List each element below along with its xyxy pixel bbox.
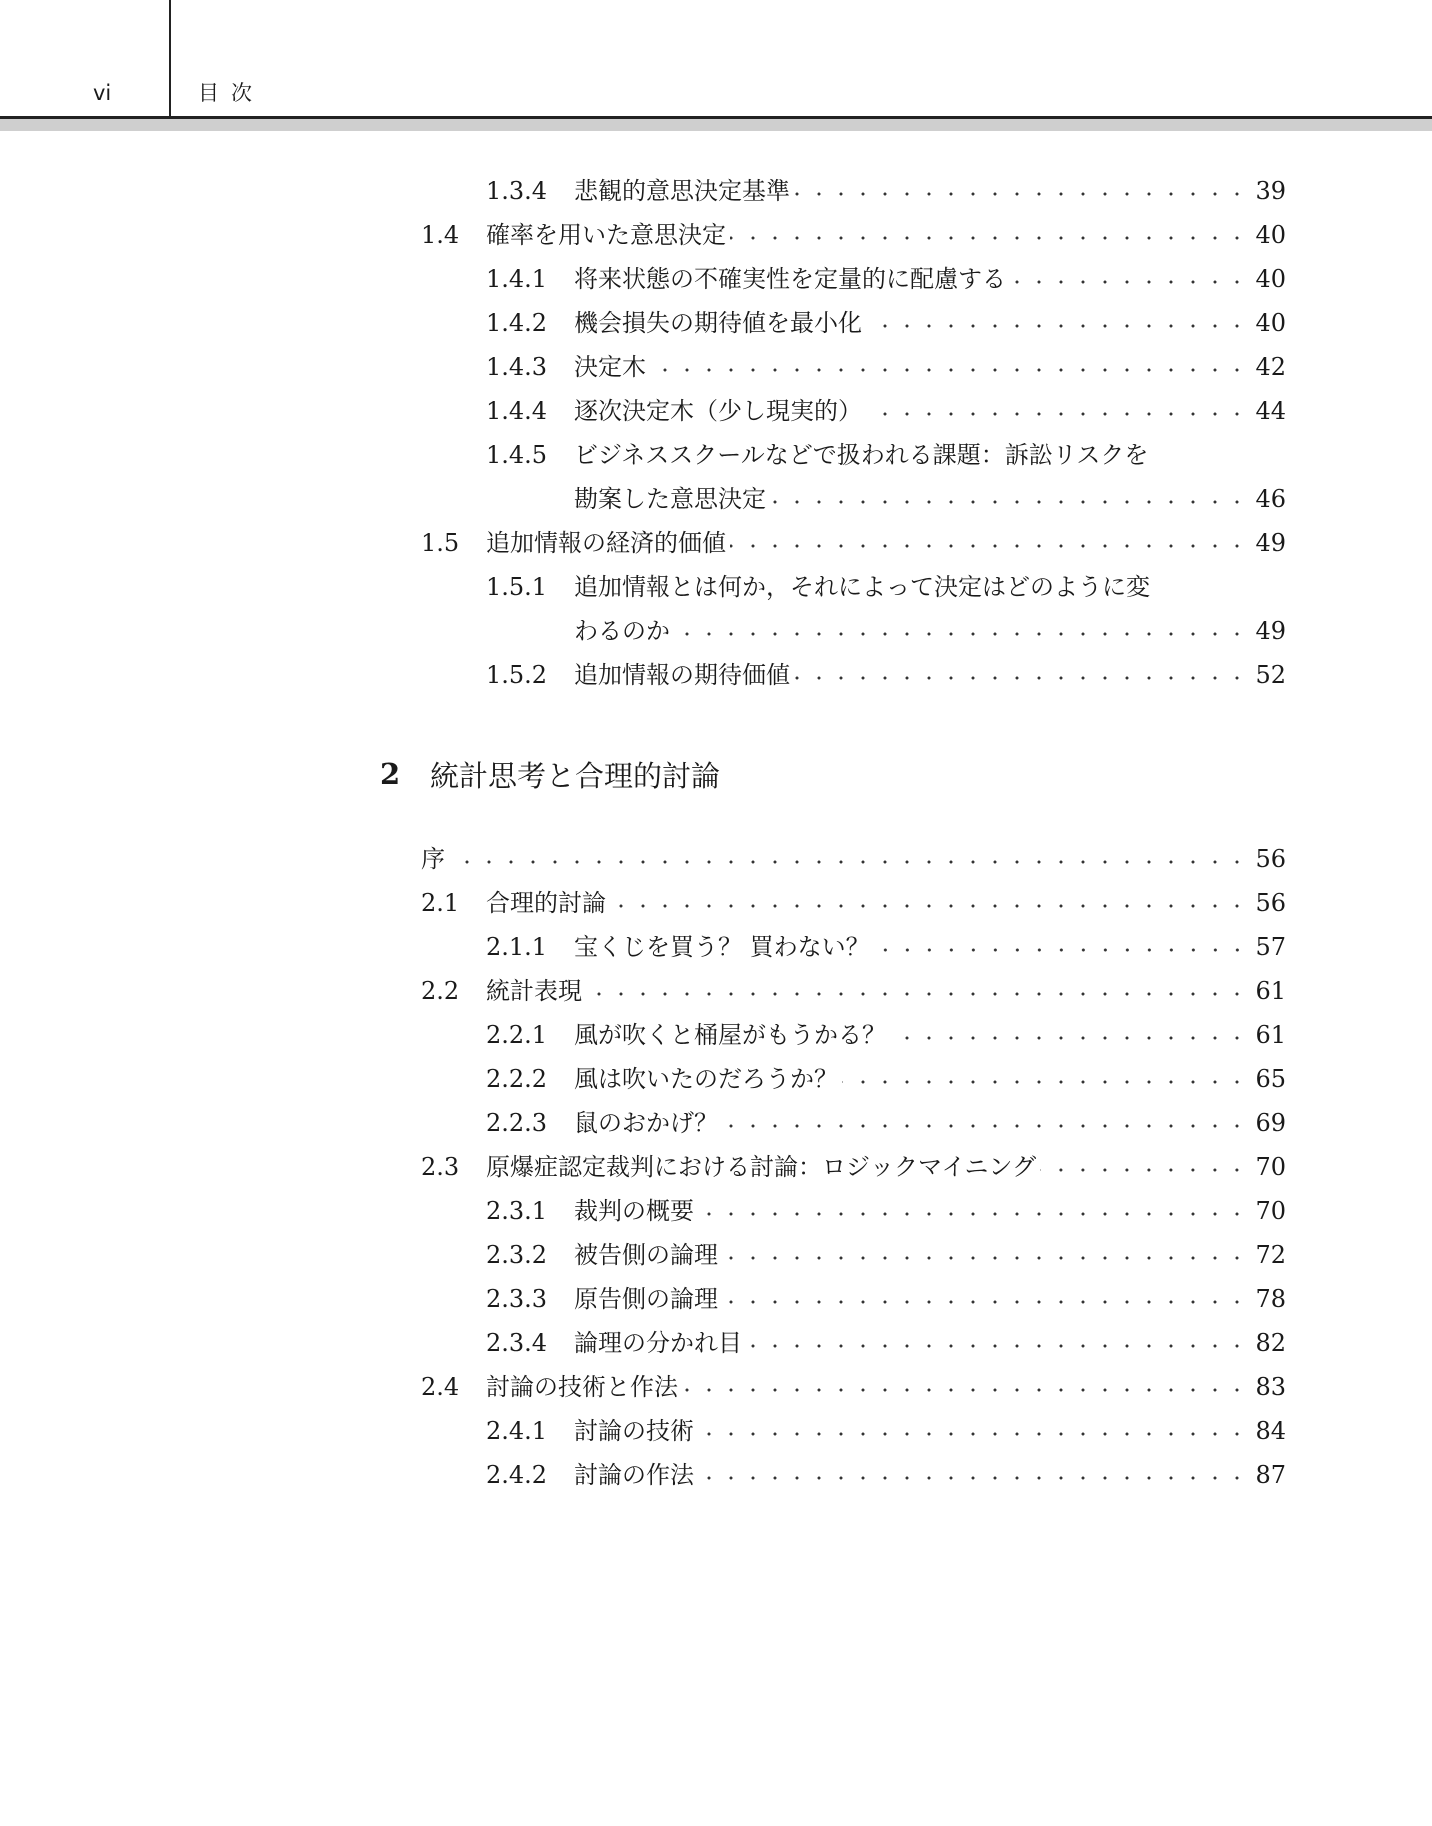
toc-entry-page: 40 [1255, 265, 1286, 293]
toc-entry[interactable] [486, 646, 1286, 690]
toc-entry-number: 2.4.1 [486, 1417, 548, 1445]
toc-entry[interactable] [421, 1138, 1286, 1182]
dot-leader [698, 1472, 1248, 1484]
dot-leader [890, 1032, 1248, 1044]
toc-entry-page: 70 [1255, 1197, 1286, 1225]
toc-entry-continuation[interactable] [574, 470, 1286, 514]
toc-entry-number: 2.1.1 [486, 933, 548, 961]
toc-entry-page: 39 [1255, 177, 1286, 205]
dot-leader [586, 988, 1248, 1000]
toc-entry-page: 69 [1255, 1109, 1286, 1137]
chapter-number: 2 [380, 757, 401, 791]
toc-entry-number: 2.4.2 [486, 1461, 548, 1489]
toc-entry-title: 確率を用いた意思決定 [486, 221, 726, 249]
toc-entry-title-cont: わるのか [574, 617, 670, 645]
toc-entry-title: 追加情報とは何か，それによって決定はどのように変 [574, 573, 1150, 601]
toc-entry-title: 鼠のおかげ？ [574, 1109, 718, 1137]
toc-entry-page: 57 [1255, 933, 1286, 961]
toc-entry[interactable] [486, 382, 1286, 426]
toc-entry-page: 61 [1255, 1021, 1286, 1049]
toc-entry[interactable] [421, 1358, 1286, 1402]
toc-entry[interactable] [486, 1226, 1286, 1270]
toc-entry-title: 原告側の論理 [574, 1285, 718, 1313]
toc-entry-title: 序 [421, 845, 445, 873]
toc-entry-title: 討論の技術と作法 [486, 1373, 678, 1401]
running-title: 目次 [198, 81, 264, 105]
toc-entry-title: 風は吹いたのだろうか？ [574, 1065, 838, 1093]
toc-entry-page: 87 [1255, 1461, 1286, 1489]
toc-entry-title: 討論の作法 [574, 1461, 694, 1489]
dot-leader [866, 320, 1248, 332]
dot-leader [610, 900, 1248, 912]
running-header [0, 0, 1432, 118]
dot-leader [722, 1296, 1248, 1308]
toc-entry-page: 61 [1255, 977, 1286, 1005]
toc-entry[interactable] [486, 162, 1286, 206]
toc-entry-page: 70 [1255, 1153, 1286, 1181]
toc-entry-page: 52 [1255, 661, 1286, 689]
toc-entry-page: 46 [1255, 485, 1286, 513]
page-number: vi [93, 81, 112, 105]
toc-entry[interactable] [486, 1402, 1286, 1446]
toc-entry-page: 84 [1255, 1417, 1286, 1445]
toc-entry-page: 44 [1255, 397, 1286, 425]
toc-entry-title: 機会損失の期待値を最小化 [574, 309, 862, 337]
dot-leader [842, 1076, 1248, 1088]
toc-entry-number: 1.4.3 [486, 353, 548, 381]
dot-leader [746, 1340, 1248, 1352]
dot-leader [698, 1208, 1248, 1220]
toc-entry[interactable] [486, 250, 1286, 294]
toc-entry-title: 悲観的意思決定基準 [574, 177, 790, 205]
toc-entry[interactable] [486, 1182, 1286, 1226]
toc-entry-title: 原爆症認定裁判における討論：ロジックマイニング [486, 1153, 1037, 1181]
toc-entry[interactable] [486, 558, 1286, 602]
toc-entry-number: 1.3.4 [486, 177, 548, 205]
toc-entry-number: 2.2.1 [486, 1021, 548, 1049]
dot-leader [722, 1252, 1248, 1264]
toc-entry-number: 1.4 [421, 221, 460, 249]
toc-entry[interactable] [421, 830, 1286, 874]
toc-entry-number: 2.2 [421, 977, 460, 1005]
toc-entry[interactable] [421, 514, 1286, 558]
toc-entry[interactable] [486, 1050, 1286, 1094]
toc-entry-number: 1.5 [421, 529, 460, 557]
toc-entry-title: 統計表現 [486, 977, 582, 1005]
toc-entry-page: 83 [1255, 1373, 1286, 1401]
toc-entry-title: 合理的討論 [486, 889, 606, 917]
toc-entry-number: 1.5.2 [486, 661, 548, 689]
toc-entry[interactable] [486, 918, 1286, 962]
toc-entry[interactable] [486, 1446, 1286, 1490]
toc-entry-page: 49 [1255, 617, 1286, 645]
toc-entry-number: 2.3.2 [486, 1241, 548, 1269]
dot-leader [730, 232, 1248, 244]
toc-entry-continuation[interactable] [574, 602, 1286, 646]
toc-entry-title: 被告側の論理 [574, 1241, 718, 1269]
toc-entry[interactable] [486, 1094, 1286, 1138]
dot-leader [866, 408, 1248, 420]
toc-entry-number: 2.3 [421, 1153, 460, 1181]
dot-leader [874, 944, 1248, 956]
toc-entry-title: 追加情報の期待価値 [574, 661, 790, 689]
dot-leader [770, 496, 1248, 508]
toc-entry-title: 将来状態の不確実性を定量的に配慮する [574, 265, 1006, 293]
dot-leader [650, 364, 1248, 376]
toc-entry-number: 2.3.4 [486, 1329, 548, 1357]
toc-entry[interactable] [486, 1006, 1286, 1050]
toc-entry[interactable] [486, 426, 1286, 470]
toc-entry[interactable] [486, 338, 1286, 382]
toc-entry-number: 1.5.1 [486, 573, 548, 601]
toc-entry[interactable] [486, 1314, 1286, 1358]
toc-entry-number: 2.3.1 [486, 1197, 548, 1225]
dot-leader [794, 672, 1248, 684]
dot-leader [794, 188, 1248, 200]
toc-entry-number: 2.2.3 [486, 1109, 548, 1137]
toc-entry-page: 82 [1255, 1329, 1286, 1357]
toc-entry-page: 65 [1255, 1065, 1286, 1093]
toc-entry-number: 1.4.5 [486, 441, 548, 469]
toc-entry-number: 2.1 [421, 889, 460, 917]
toc-entry-number: 1.4.4 [486, 397, 548, 425]
dot-leader [730, 540, 1248, 552]
dot-leader [449, 856, 1248, 868]
toc-entry-page: 42 [1255, 353, 1286, 381]
toc-entry-page: 56 [1255, 845, 1286, 873]
toc-entry-number: 1.4.2 [486, 309, 548, 337]
toc-entry-title: 追加情報の経済的価値 [486, 529, 726, 557]
chapter-title: 統計思考と合理的討論 [430, 758, 721, 793]
toc-entry-number: 2.3.3 [486, 1285, 548, 1313]
header-divider-vertical [169, 0, 171, 116]
toc-entry-title: ビジネススクールなどで扱われる課題：訴訟リスクを [574, 441, 1149, 469]
toc-entry[interactable] [421, 874, 1286, 918]
dot-leader [682, 1384, 1248, 1396]
chapter-heading [380, 754, 720, 794]
dot-leader [698, 1428, 1248, 1440]
toc-entry-number: 1.4.1 [486, 265, 548, 293]
dot-leader [1010, 276, 1248, 288]
toc-entry-title: 論理の分かれ目 [574, 1329, 742, 1357]
toc-entry-page: 40 [1255, 221, 1286, 249]
toc-entry-title: 風が吹くと桶屋がもうかる？ [574, 1021, 886, 1049]
toc-entry-page: 78 [1255, 1285, 1286, 1313]
toc-entry-page: 56 [1255, 889, 1286, 917]
toc-entry-page: 49 [1255, 529, 1286, 557]
toc-entry-page: 40 [1255, 309, 1286, 337]
toc-entry-title: 討論の技術 [574, 1417, 694, 1445]
toc-entry[interactable] [486, 294, 1286, 338]
toc-entry-number: 2.2.2 [486, 1065, 548, 1093]
dot-leader [674, 628, 1248, 640]
toc-entry[interactable] [421, 206, 1286, 250]
toc-entry[interactable] [486, 1270, 1286, 1314]
toc-entry-title: 裁判の概要 [574, 1197, 694, 1225]
toc-entry-title: 宝くじを買う？ 買わない？ [574, 933, 870, 961]
toc-entry-number: 2.4 [421, 1373, 460, 1401]
dot-leader [1040, 1164, 1248, 1176]
header-band [0, 119, 1432, 131]
toc-entry-title: 逐次決定木（少し現実的） [574, 397, 862, 425]
toc-entry-title-cont: 勘案した意思決定 [574, 485, 766, 513]
toc-entry[interactable] [421, 962, 1286, 1006]
toc-entry-page: 72 [1255, 1241, 1286, 1269]
toc-entry-title: 決定木 [574, 353, 646, 381]
dot-leader [722, 1120, 1248, 1132]
